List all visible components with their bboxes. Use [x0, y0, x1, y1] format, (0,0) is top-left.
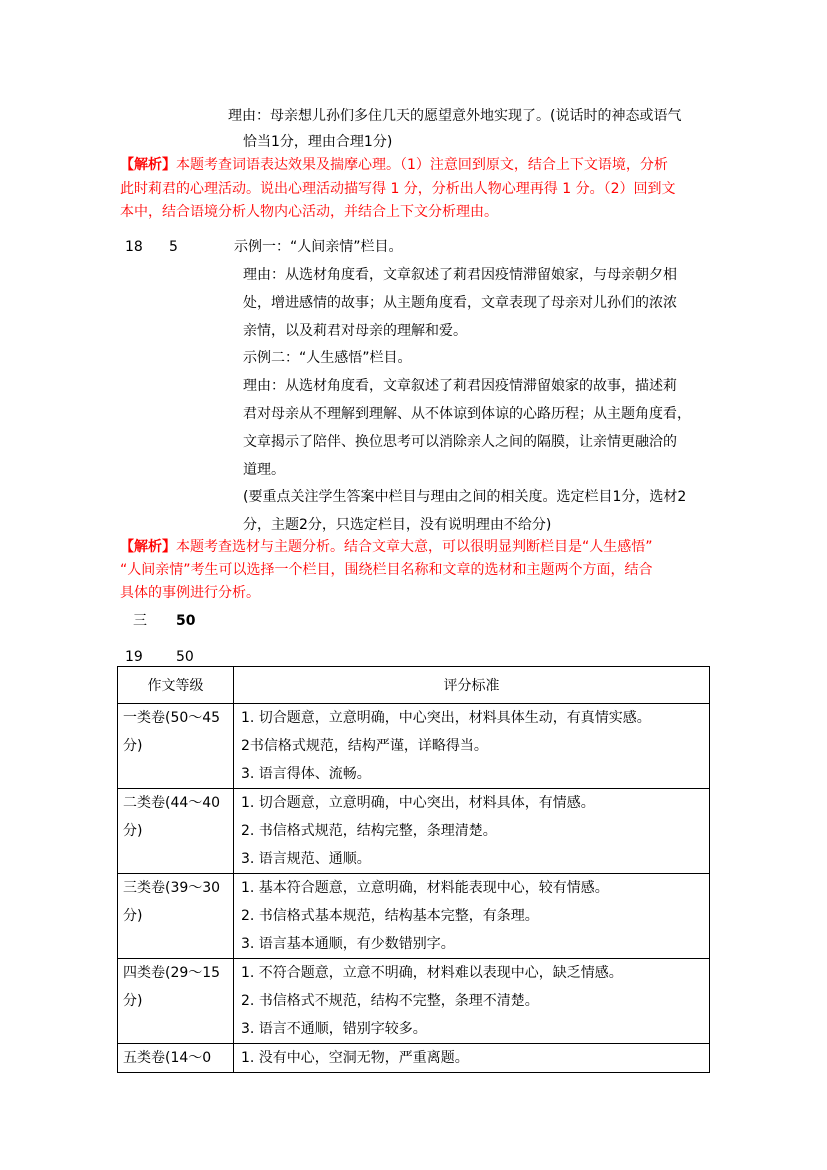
reason-line: 恰当1分，理由合理1分)	[243, 134, 393, 150]
table-row	[118, 959, 710, 1044]
analysis-tag: 【解析】	[120, 157, 176, 173]
level-text: 分)	[123, 908, 143, 924]
example-reason-line: 处，增进感情的故事；从主题角度看，文章表现了母亲对儿孙们的浓浓	[243, 295, 677, 311]
criteria-text: 1. 切合题意，立意明确，中心突出，材料具体生动，有真情实感。	[241, 710, 651, 726]
analysis-text: 具体的事例进行分析。	[120, 585, 260, 601]
table-row	[118, 789, 710, 874]
example-reason-line: 文章揭示了陪伴、换位思考可以消除亲人之间的隔膜，让亲情更融洽的	[243, 434, 677, 450]
analysis-paragraph	[120, 156, 668, 174]
criteria-cell	[234, 704, 710, 789]
scoring-note: (要重点关注学生答案中栏目与理由之间的相关度。选定栏目1分，选材2	[243, 489, 687, 505]
criteria-text: 1. 切合题意，立意明确，中心突出，材料具体，有情感。	[241, 795, 595, 811]
example-reason-line: 理由：从选材角度看，文章叙述了莉君因疫情滞留娘家的故事，描述莉	[243, 378, 677, 394]
table-row	[118, 704, 710, 789]
column-header-level: 作文等级	[118, 667, 234, 704]
example-reason-line: 理由：从选材角度看，文章叙述了莉君因疫情滞留娘家，与母亲朝夕相	[243, 267, 677, 283]
analysis-paragraph	[120, 538, 653, 556]
level-cell	[118, 1044, 234, 1073]
grading-table	[117, 666, 710, 1073]
criteria-text: 1. 没有中心，空洞无物，严重离题。	[241, 1050, 469, 1066]
criteria-cell	[234, 789, 710, 874]
section-label: 三	[133, 613, 147, 629]
analysis-text: 本中，结合语境分析人物内心活动，并结合上下文分析理由。	[120, 204, 498, 220]
column-header-criteria: 评分标准	[234, 667, 710, 704]
table-header-row	[118, 667, 710, 704]
level-text: 分)	[123, 823, 143, 839]
criteria-text: 2. 书信格式不规范，结构不完整，条理不清楚。	[241, 993, 539, 1009]
section-score: 50	[176, 613, 196, 629]
level-cell	[118, 789, 234, 874]
example-reason-line: 亲情，以及莉君对母亲的理解和爱。	[243, 323, 467, 339]
example-title: 示例一：“人间亲情”栏目。	[234, 239, 403, 255]
level-text: 三类卷(39～30	[123, 880, 221, 896]
reason-line: 理由：母亲想儿孙们多住几天的愿望意外地实现了。(说话时的神态或语气	[228, 108, 682, 124]
level-text: 二类卷(44～40	[123, 795, 221, 811]
question-score: 50	[176, 649, 194, 665]
level-cell	[118, 704, 234, 789]
question-score: 5	[169, 239, 178, 255]
scoring-note: 分，主题2分，只选定栏目，没有说明理由不给分)	[243, 517, 552, 533]
question-number: 19	[125, 649, 143, 665]
criteria-text: 3. 语言得体、流畅。	[241, 766, 371, 782]
criteria-text: 3. 语言规范、通顺。	[241, 851, 371, 867]
level-text: 一类卷(50～45	[123, 710, 221, 726]
criteria-cell	[234, 1044, 710, 1073]
question-number: 18	[125, 239, 143, 255]
level-cell	[118, 874, 234, 959]
analysis-text: 本题考查词语表达效果及揣摩心理。（1）注意回到原文，结合上下文语境，分析	[176, 157, 668, 173]
criteria-text: 2书信格式规范，结构严谨，详略得当。	[241, 738, 488, 754]
example-reason-line: 君对母亲从不理解到理解、从不体谅到体谅的心路历程；从主题角度看，	[243, 406, 691, 422]
level-text: 五类卷(14～0	[123, 1050, 212, 1066]
analysis-text: 此时莉君的心理活动。说出心理活动描写得 1 分，分析出人物心理再得 1 分。（2）回到文	[120, 181, 676, 197]
criteria-text: 1. 不符合题意，立意不明确，材料难以表现中心，缺乏情感。	[241, 965, 623, 981]
criteria-text: 1. 基本符合题意，立意明确，材料能表现中心，较有情感。	[241, 880, 609, 896]
level-text: 分)	[123, 738, 143, 754]
level-text: 四类卷(29～15	[123, 965, 221, 981]
criteria-cell	[234, 874, 710, 959]
analysis-tag: 【解析】	[120, 539, 176, 555]
example-reason-line: 道理。	[243, 462, 285, 478]
table-row	[118, 1044, 710, 1073]
analysis-text: 本题考查选材与主题分析。结合文章大意，可以很明显判断栏目是“人生感悟”	[176, 539, 653, 555]
criteria-text: 3. 语言基本通顺，有少数错别字。	[241, 936, 455, 952]
example-title: 示例二：“人生感悟”栏目。	[243, 350, 412, 366]
table-row	[118, 874, 710, 959]
criteria-text: 2. 书信格式基本规范，结构基本完整，有条理。	[241, 908, 539, 924]
criteria-cell	[234, 959, 710, 1044]
level-cell	[118, 959, 234, 1044]
level-text: 分)	[123, 993, 143, 1009]
criteria-text: 2. 书信格式规范，结构完整，条理清楚。	[241, 823, 497, 839]
analysis-text: “人间亲情”考生可以选择一个栏目，围绕栏目名称和文章的选材和主题两个方面，结合	[120, 562, 653, 578]
criteria-text: 3. 语言不通顺，错别字较多。	[241, 1021, 427, 1037]
